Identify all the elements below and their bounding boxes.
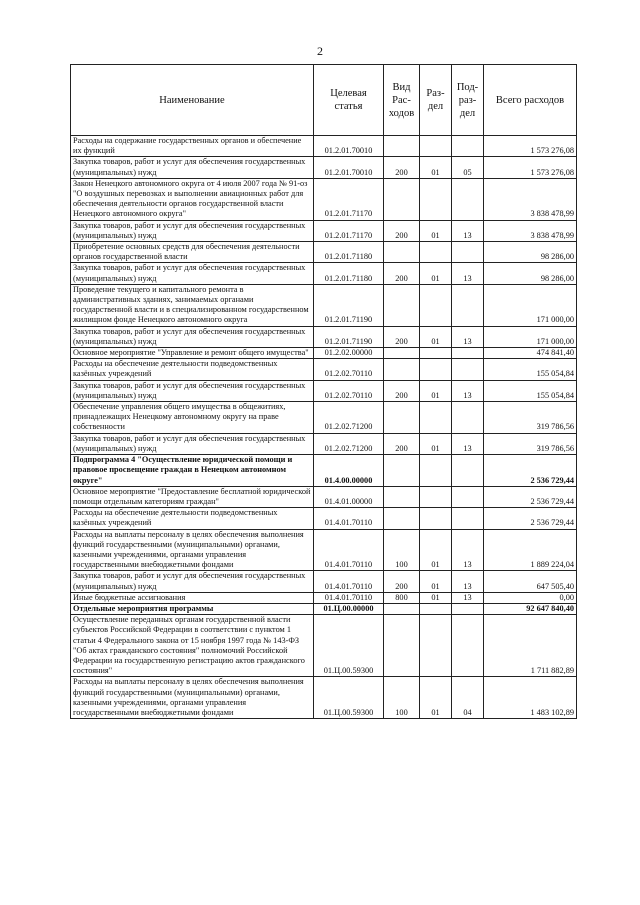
table-row bbox=[71, 178, 577, 220]
cell-type: 200 bbox=[384, 157, 420, 178]
cell-total: 1 889 224,04 bbox=[484, 529, 577, 571]
cell-type: 100 bbox=[384, 529, 420, 571]
cell-section: 01 bbox=[420, 157, 452, 178]
cell-name: Расходы на обеспечение деятельности подведомственных казённых учреждений bbox=[71, 508, 314, 529]
cell-subsection bbox=[452, 603, 484, 614]
cell-type bbox=[384, 402, 420, 434]
header-name: Наименование bbox=[71, 65, 314, 136]
cell-target: 01.2.01.71190 bbox=[314, 284, 384, 326]
cell-section bbox=[420, 284, 452, 326]
cell-target: 01.2.02.71200 bbox=[314, 402, 384, 434]
cell-section bbox=[420, 242, 452, 263]
cell-section: 01 bbox=[420, 220, 452, 241]
cell-section: 01 bbox=[420, 263, 452, 284]
cell-name: Закупка товаров, работ и услуг для обеспечения государственных (муниципальных) нужд bbox=[71, 433, 314, 454]
table-row bbox=[71, 571, 577, 592]
cell-type bbox=[384, 486, 420, 507]
cell-section bbox=[420, 359, 452, 380]
cell-type: 200 bbox=[384, 571, 420, 592]
cell-subsection: 13 bbox=[452, 592, 484, 603]
table-row bbox=[71, 486, 577, 507]
cell-name: Осуществление переданных органам государственной власти субъектов Российской Федерации в соответствии с пунктом 1 статьи 4 Федерального закона от 15 ноября 1997 года № 143-ФЗ "Об актах гражданского состояния" полномочий Российской Федерации на государственную регистрацию актов гражданского состояния" bbox=[71, 615, 314, 677]
table-row bbox=[71, 136, 577, 157]
cell-section bbox=[420, 348, 452, 359]
cell-name: Подпрограмма 4 "Осуществление юридической помощи и правовое просвещение граждан в Ненецком автономном округе" bbox=[71, 455, 314, 487]
table-row bbox=[71, 284, 577, 326]
cell-target: 01.Ц.00.00000 bbox=[314, 603, 384, 614]
table-row bbox=[71, 402, 577, 434]
cell-type bbox=[384, 455, 420, 487]
cell-name: Закупка товаров, работ и услуг для обеспечения государственных (муниципальных) нужд bbox=[71, 571, 314, 592]
cell-total: 155 054,84 bbox=[484, 359, 577, 380]
cell-target: 01.2.01.71180 bbox=[314, 242, 384, 263]
cell-total: 1 711 882,89 bbox=[484, 615, 577, 677]
cell-type bbox=[384, 508, 420, 529]
cell-subsection: 04 bbox=[452, 677, 484, 719]
cell-section bbox=[420, 615, 452, 677]
cell-total: 474 841,40 bbox=[484, 348, 577, 359]
cell-subsection bbox=[452, 508, 484, 529]
cell-total: 3 838 478,99 bbox=[484, 178, 577, 220]
cell-target: 01.Ц.00.59300 bbox=[314, 677, 384, 719]
table-row bbox=[71, 326, 577, 347]
cell-type bbox=[384, 615, 420, 677]
table-row bbox=[71, 242, 577, 263]
table-row bbox=[71, 359, 577, 380]
cell-subsection bbox=[452, 486, 484, 507]
cell-name: Иные бюджетные ассигнования bbox=[71, 592, 314, 603]
cell-target: 01.4.01.70110 bbox=[314, 529, 384, 571]
budget-table bbox=[70, 64, 577, 719]
cell-type: 200 bbox=[384, 326, 420, 347]
cell-total: 2 536 729,44 bbox=[484, 508, 577, 529]
cell-subsection: 13 bbox=[452, 263, 484, 284]
cell-target: 01.4.00.00000 bbox=[314, 455, 384, 487]
cell-total: 319 786,56 bbox=[484, 433, 577, 454]
cell-subsection: 13 bbox=[452, 380, 484, 401]
cell-target: 01.2.01.71170 bbox=[314, 220, 384, 241]
cell-total: 171 000,00 bbox=[484, 326, 577, 347]
cell-section: 01 bbox=[420, 677, 452, 719]
cell-total: 98 286,00 bbox=[484, 263, 577, 284]
cell-target: 01.2.02.00000 bbox=[314, 348, 384, 359]
cell-type bbox=[384, 359, 420, 380]
cell-section bbox=[420, 508, 452, 529]
cell-section: 01 bbox=[420, 380, 452, 401]
cell-subsection bbox=[452, 455, 484, 487]
cell-total: 0,00 bbox=[484, 592, 577, 603]
header-subsection: Под-раз-дел bbox=[452, 65, 484, 136]
cell-section: 01 bbox=[420, 571, 452, 592]
cell-total: 1 573 276,08 bbox=[484, 157, 577, 178]
cell-subsection bbox=[452, 178, 484, 220]
cell-target: 01.2.02.70110 bbox=[314, 359, 384, 380]
cell-target: 01.2.01.71180 bbox=[314, 263, 384, 284]
cell-section bbox=[420, 486, 452, 507]
cell-name: Обеспечение управления общего имущества в общежитиях, принадлежащих Ненецкому автономному округу на праве собственности bbox=[71, 402, 314, 434]
table-row bbox=[71, 592, 577, 603]
table-row bbox=[71, 433, 577, 454]
cell-type: 200 bbox=[384, 220, 420, 241]
cell-target: 01.2.02.70110 bbox=[314, 380, 384, 401]
cell-name: Закупка товаров, работ и услуг для обеспечения государственных (муниципальных) нужд bbox=[71, 326, 314, 347]
cell-type bbox=[384, 603, 420, 614]
cell-target: 01.4.01.00000 bbox=[314, 486, 384, 507]
cell-target: 01.2.02.71200 bbox=[314, 433, 384, 454]
cell-name: Закупка товаров, работ и услуг для обеспечения государственных (муниципальных) нужд bbox=[71, 157, 314, 178]
cell-target: 01.2.01.70010 bbox=[314, 157, 384, 178]
cell-subsection bbox=[452, 615, 484, 677]
cell-target: 01.4.01.70110 bbox=[314, 592, 384, 603]
cell-type bbox=[384, 348, 420, 359]
cell-name: Закон Ненецкого автономного округа от 4 июля 2007 года № 91-оз "О воздушных перевозках и выполнении авиационных работ для обеспечения деятельности органов государственной власти Ненецкого автономного округа" bbox=[71, 178, 314, 220]
cell-type bbox=[384, 178, 420, 220]
table-row bbox=[71, 677, 577, 719]
header-target: Целевая статья bbox=[314, 65, 384, 136]
cell-type: 200 bbox=[384, 380, 420, 401]
header-type: Вид Рас-ходов bbox=[384, 65, 420, 136]
cell-name: Проведение текущего и капитального ремонта в административных зданиях, занимаемых органами государственной власти и в специализированном государственном жилищном фонде Ненецкого автономного округа bbox=[71, 284, 314, 326]
cell-section: 01 bbox=[420, 529, 452, 571]
cell-name: Расходы на обеспечение деятельности подведомственных казённых учреждений bbox=[71, 359, 314, 380]
cell-section: 01 bbox=[420, 326, 452, 347]
cell-target: 01.2.01.70010 bbox=[314, 136, 384, 157]
cell-subsection bbox=[452, 348, 484, 359]
cell-target: 01.4.01.70110 bbox=[314, 571, 384, 592]
cell-total: 2 536 729,44 bbox=[484, 455, 577, 487]
table-row bbox=[71, 508, 577, 529]
cell-section bbox=[420, 455, 452, 487]
cell-total: 171 000,00 bbox=[484, 284, 577, 326]
cell-subsection bbox=[452, 359, 484, 380]
cell-name: Основное мероприятие "Управление и ремонт общего имущества" bbox=[71, 348, 314, 359]
cell-name: Закупка товаров, работ и услуг для обеспечения государственных (муниципальных) нужд bbox=[71, 380, 314, 401]
cell-subsection: 13 bbox=[452, 326, 484, 347]
cell-total: 92 647 840,40 bbox=[484, 603, 577, 614]
cell-total: 647 505,40 bbox=[484, 571, 577, 592]
cell-subsection bbox=[452, 136, 484, 157]
cell-type bbox=[384, 242, 420, 263]
cell-subsection bbox=[452, 402, 484, 434]
table-row bbox=[71, 348, 577, 359]
cell-subsection: 13 bbox=[452, 220, 484, 241]
page-number: 2 bbox=[317, 44, 323, 58]
cell-section bbox=[420, 178, 452, 220]
cell-type bbox=[384, 284, 420, 326]
cell-total: 319 786,56 bbox=[484, 402, 577, 434]
table-header-row bbox=[71, 65, 577, 136]
cell-type: 200 bbox=[384, 433, 420, 454]
cell-name: Закупка товаров, работ и услуг для обеспечения государственных (муниципальных) нужд bbox=[71, 220, 314, 241]
header-total: Всего расходов bbox=[484, 65, 577, 136]
cell-name: Приобретение основных средств для обеспечения деятельности органов государственной власти bbox=[71, 242, 314, 263]
cell-type: 200 bbox=[384, 263, 420, 284]
cell-total: 3 838 478,99 bbox=[484, 220, 577, 241]
cell-section bbox=[420, 402, 452, 434]
table-row bbox=[71, 380, 577, 401]
cell-name: Расходы на выплаты персоналу в целях обеспечения выполнения функций государственными (муниципальными) органами, казенными учреждениями, органами управления государственными внебюджетными фондами bbox=[71, 677, 314, 719]
cell-name: Отдельные мероприятия программы bbox=[71, 603, 314, 614]
cell-subsection: 13 bbox=[452, 433, 484, 454]
cell-total: 1 483 102,89 bbox=[484, 677, 577, 719]
cell-name: Закупка товаров, работ и услуг для обеспечения государственных (муниципальных) нужд bbox=[71, 263, 314, 284]
cell-type: 800 bbox=[384, 592, 420, 603]
table-row bbox=[71, 603, 577, 614]
cell-total: 98 286,00 bbox=[484, 242, 577, 263]
cell-section: 01 bbox=[420, 592, 452, 603]
cell-name: Основное мероприятие "Предоставление бесплатной юридической помощи отдельным категориям граждан" bbox=[71, 486, 314, 507]
cell-subsection: 13 bbox=[452, 529, 484, 571]
cell-target: 01.2.01.71170 bbox=[314, 178, 384, 220]
cell-section bbox=[420, 136, 452, 157]
header-section: Раз-дел bbox=[420, 65, 452, 136]
table-row bbox=[71, 529, 577, 571]
cell-subsection bbox=[452, 284, 484, 326]
cell-name: Расходы на выплаты персоналу в целях обеспечения выполнения функций государственными (муниципальными) органами, казенными учреждениями, органами управления государственными внебюджетными фондами bbox=[71, 529, 314, 571]
cell-subsection bbox=[452, 242, 484, 263]
table-row bbox=[71, 455, 577, 487]
table-row bbox=[71, 157, 577, 178]
cell-type: 100 bbox=[384, 677, 420, 719]
cell-target: 01.Ц.00.59300 bbox=[314, 615, 384, 677]
cell-name: Расходы на содержание государственных органов и обеспечение их функций bbox=[71, 136, 314, 157]
cell-target: 01.4.01.70110 bbox=[314, 508, 384, 529]
cell-type bbox=[384, 136, 420, 157]
cell-total: 2 536 729,44 bbox=[484, 486, 577, 507]
cell-section bbox=[420, 603, 452, 614]
cell-section: 01 bbox=[420, 433, 452, 454]
cell-subsection: 13 bbox=[452, 571, 484, 592]
cell-target: 01.2.01.71190 bbox=[314, 326, 384, 347]
cell-total: 155 054,84 bbox=[484, 380, 577, 401]
table-row bbox=[71, 263, 577, 284]
cell-subsection: 05 bbox=[452, 157, 484, 178]
table-row bbox=[71, 220, 577, 241]
table-row bbox=[71, 615, 577, 677]
cell-total: 1 573 276,08 bbox=[484, 136, 577, 157]
